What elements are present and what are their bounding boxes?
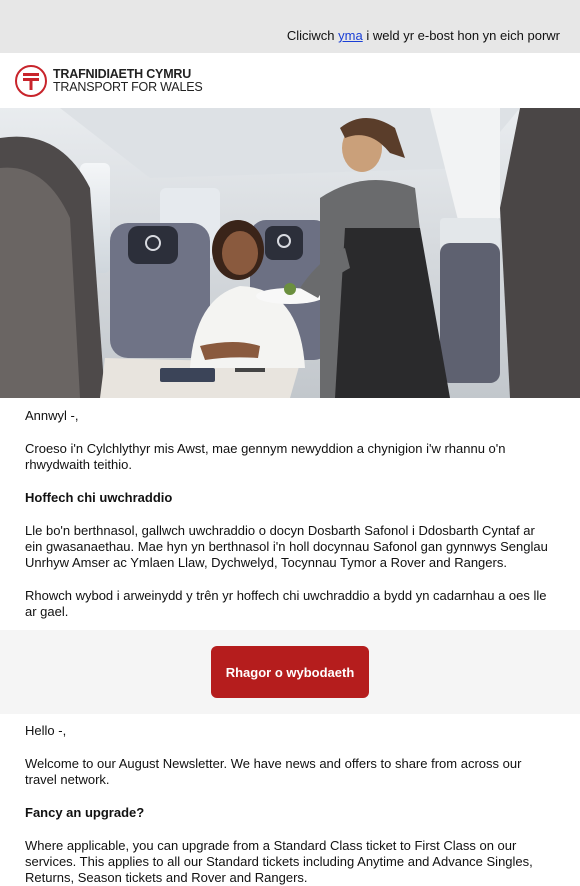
train-interior-photo: [0, 108, 580, 398]
body1-welsh: Lle bo'n berthnasol, gallwch uwchraddio o docyn Dosbarth Safonol i Ddosbarth Cyntaf ar ein gwasanaethau. Mae hyn yn berthnasol i'n holl docynnau Safonol gan gynnwys Senglau Unrhyw Amser ac Ymlaen Llaw, Dychwelyd, Tocynnau Tymor a Rover and Rangers.: [25, 523, 548, 570]
intro-english: Welcome to our August Newsletter. We have news and offers to share from across our travel network.: [25, 756, 522, 787]
heading-english: Fancy an upgrade?: [25, 805, 145, 820]
more-info-button[interactable]: Rhagor o wybodaeth: [211, 646, 369, 698]
body1-english: Where applicable, you can upgrade from a Standard Class ticket to First Class on our services. This applies to all our Standard tickets including Anytime and Advance Singles, Returns, Season tickets and Rover and Rangers.: [25, 838, 533, 885]
brand-wordmark: [53, 68, 202, 94]
cta-section: [0, 630, 580, 714]
browser-view-bar: [0, 0, 580, 53]
brand-name-welsh: TRAFNIDIAETH CYMRU: [53, 66, 192, 81]
brand-name-english: TRANSPORT FOR WALES: [53, 79, 203, 94]
intro-welsh: Croeso i'n Cylchlythyr mis Awst, mae gennym newyddion a chynigion i'w rhannu o'n rhwydwaith teithio.: [25, 441, 506, 472]
brand-header: [0, 53, 580, 108]
tfw-t-icon: [20, 70, 42, 92]
newsletter-body: [0, 408, 580, 620]
greeting-welsh: Annwyl -,: [25, 408, 79, 423]
tfw-logo-icon: [15, 65, 47, 97]
browser-view-prefix: Cliciwch: [286, 28, 335, 43]
heading-welsh: Hoffech chi uwchraddio: [25, 490, 173, 505]
newsletter-body-english: [0, 723, 580, 886]
body2-welsh: Rhowch wybod i arweinydd y trên yr hoffech chi uwchraddio a bydd yn cadarnhau a oes lle ar gael.: [25, 588, 547, 619]
hero-image: [0, 108, 580, 398]
browser-view-suffix: i weld yr e-bost hon yn eich porwr: [366, 28, 560, 43]
view-in-browser-link[interactable]: yma: [338, 28, 363, 43]
greeting-english: Hello -,: [25, 723, 67, 738]
